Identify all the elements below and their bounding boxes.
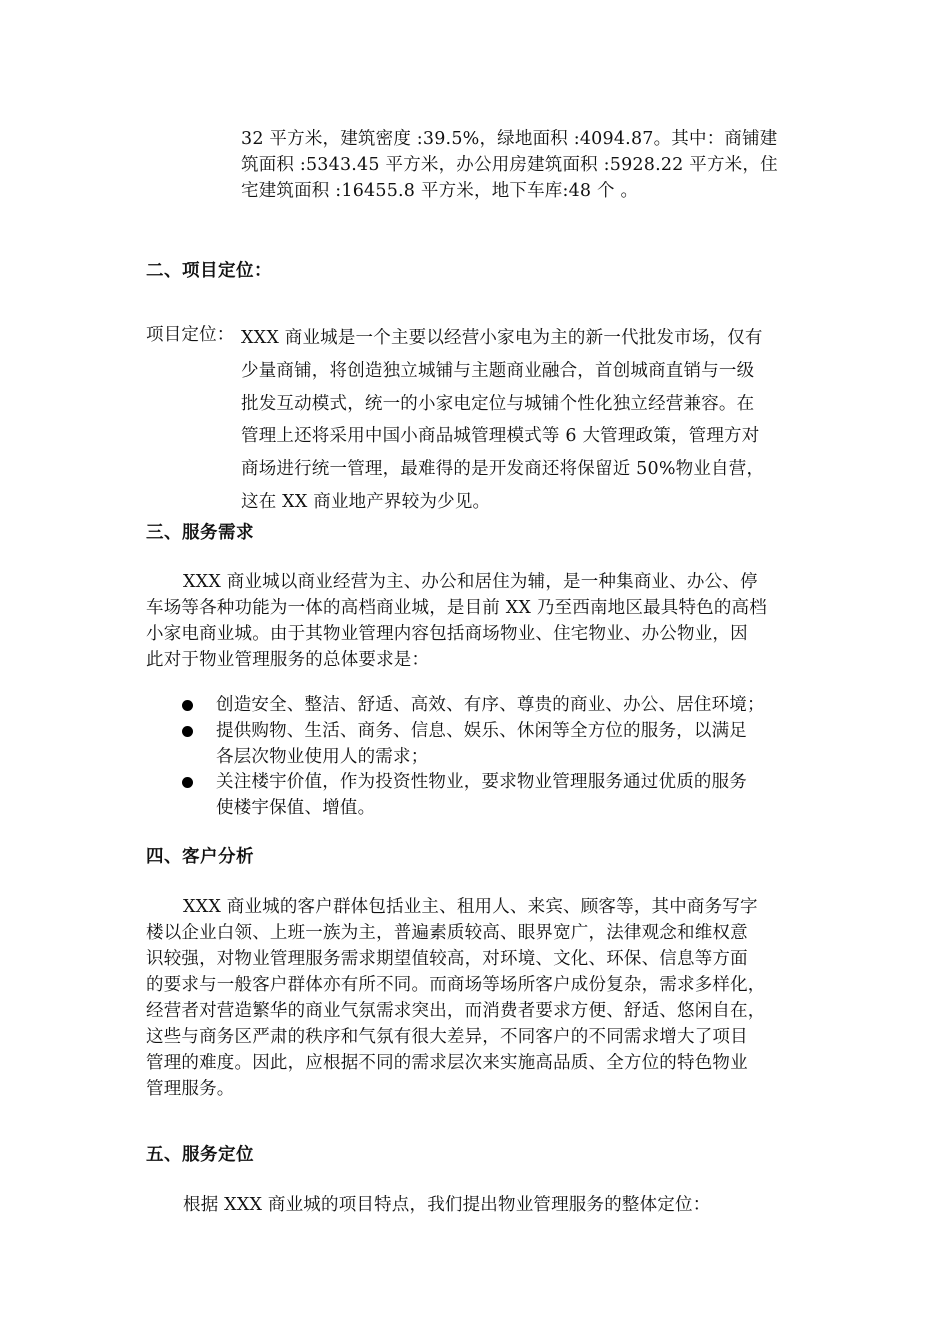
text-line: 这些与商务区严肃的秩序和气氛有很大差异，不同客户的不同需求增大了项目 (146, 1027, 748, 1047)
text-line: XXX 商业城以商业经营为主、办公和居住为辅，是一种集商业、办公、停 (183, 572, 758, 592)
text-line: 管理上还将采用中国小商品城管理模式等 6 大管理政策，管理方对 (241, 426, 760, 447)
text-line: 关注楼宇价值，作为投资性物业，要求物业管理服务通过优质的服务 (216, 772, 747, 792)
project-positioning-label: 项目定位： (146, 325, 235, 345)
text-line: 商场进行统一管理，最难得的是开发商还将保留近 50%物业自营， (241, 459, 765, 480)
text-line: 的要求与一般客户群体亦有所不同。而商场等场所客户成份复杂，需求多样化， (146, 975, 766, 995)
text-line: 创造安全、整洁、舒适、高效、有序、尊贵的商业、办公、居住环境； (216, 695, 765, 715)
text-line: 车场等各种功能为一体的高档商业城，是目前 XX 乃至西南地区最具特色的高档 (146, 598, 767, 618)
section-heading-service-needs: 三、服务需求 (146, 523, 254, 543)
text-line: 识较强，对物业管理服务需求期望值较高，对环境、文化、环保、信息等方面 (146, 949, 748, 969)
section-heading-customer-analysis: 四、客户分析 (146, 847, 254, 867)
project-positioning-paragraph (241, 322, 764, 519)
text-line: 小家电商业城。由于其物业管理内容包括商场物业、住宅物业、办公物业，因 (146, 624, 748, 644)
text-line: XXX 商业城是一个主要以经营小家电为主的新一代批发市场，仅有 (241, 328, 763, 348)
text-line: 提供购物、生活、商务、信息、娱乐、休闲等全方位的服务，以满足 (216, 721, 747, 741)
text-line: 经营者对营造繁华的商业气氛需求突出，而消费者要求方便、舒适、悠闲自在， (146, 1001, 766, 1021)
text-line: 使楼宇保值、增值。 (216, 798, 376, 818)
text-line: 批发互动模式，统一的小家电定位与城铺个性化独立经营兼容。在 (241, 393, 755, 414)
service-positioning-paragraph (146, 1192, 710, 1218)
text-line: XXX 商业城的客户群体包括业主、租用人、来宾、顾客等，其中商务写字 (183, 897, 758, 917)
text-line: 各层次物业使用人的需求； (216, 747, 429, 767)
text-line: 筑面积 :5343.45 平方米，办公用房建筑面积 :5928.22 平方米，住 (241, 155, 778, 175)
bullet-icon (182, 777, 193, 788)
text-line: 32 平方米，建筑密度 :39.5%，绿地面积 :4094.87。其中：商铺建 (241, 129, 778, 149)
section-heading-service-positioning: 五、服务定位 (146, 1145, 254, 1165)
customer-analysis-paragraph (146, 894, 766, 1102)
text-line: 这在 XX 商业地产界较为少见。 (241, 491, 491, 512)
text-line: 管理服务。 (146, 1079, 235, 1099)
text-line: 管理的难度。因此，应根据不同的需求层次来实施高品质、全方位的特色物业 (146, 1053, 748, 1073)
text-line: 少量商铺，将创造独立城铺与主题商业融合，首创城商直销与一级 (241, 360, 755, 381)
bullet-icon (182, 726, 193, 737)
section-heading-project-positioning: 二、项目定位： (146, 261, 272, 281)
text-line: 楼以企业白领、上班一族为主，普遍素质较高、眼界宽广，法律观念和维权意 (146, 923, 748, 943)
service-needs-paragraph (146, 569, 767, 673)
text-line: 根据 XXX 商业城的项目特点，我们提出物业管理服务的整体定位： (183, 1195, 711, 1215)
text-line: 宅建筑面积 :16455.8 平方米，地下车库:48 个 。 (241, 181, 639, 201)
text-line: 此对于物业管理服务的总体要求是： (146, 650, 430, 670)
bullet-icon (182, 700, 193, 711)
continuation-paragraph (241, 126, 778, 204)
